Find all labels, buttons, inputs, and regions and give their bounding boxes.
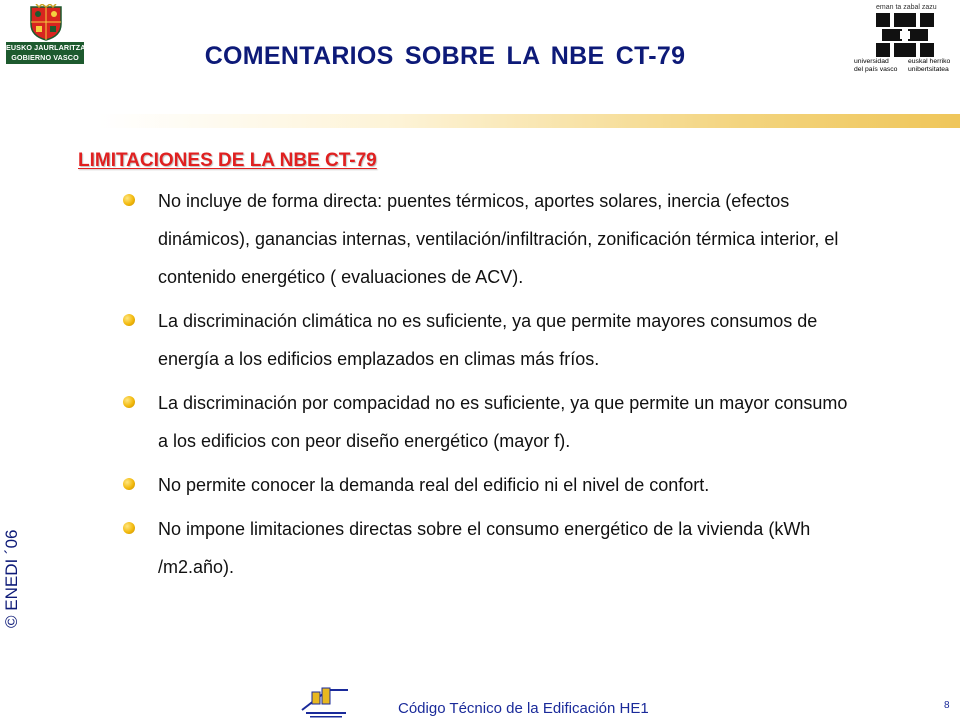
page-number: 8 [944, 700, 950, 711]
bullet-item [120, 182, 860, 296]
copyright-vertical: © ENEDI ´06 [2, 529, 21, 628]
bullet-item [120, 466, 860, 504]
page-title: COMENTARIOS SOBRE LA NBE CT-79 [204, 42, 686, 70]
bullet-item [120, 384, 860, 460]
bullet-dot-icon [123, 396, 135, 408]
upv-ehu-logo [850, 4, 958, 76]
bullet-list [120, 182, 860, 592]
logo-left-line-1: EUSKO JAURLARITZA [6, 43, 86, 52]
header-divider [98, 114, 960, 128]
bullet-item [120, 302, 860, 378]
bullet-text: La discriminación climática no es suficiente, ya que permite mayores consumos de energía a los edificios emplazados en climas más fríos. [158, 311, 818, 369]
names-es-line-1: universidad [854, 58, 889, 65]
names-eu-line-2: unibertsitatea [908, 66, 949, 73]
building-lab-logo-icon [298, 684, 352, 720]
names-es-line-2: del país vasco [854, 66, 898, 73]
bullet-text: No incluye de forma directa: puentes térmicos, aportes solares, inercia (efectos dinámicos), ganancias internas, ventilación/infiltración, zonificación térmica interior, el contenido energético ( evaluaciones de ACV). [158, 191, 839, 287]
bullet-text: No impone limitaciones directas sobre el consumo energético de la vivienda (kWh /m2.año). [158, 519, 811, 577]
logo-left-line-2: GOBIERNO VASCO [11, 53, 79, 62]
bullet-dot-icon [123, 478, 135, 490]
bullet-dot-icon [123, 314, 135, 326]
section-heading: LIMITACIONES DE LA NBE CT-79 [78, 150, 377, 171]
bullet-text: No permite conocer la demanda real del edificio ni el nivel de confort. [158, 475, 710, 495]
names-es [854, 58, 897, 74]
bullet-item [120, 510, 860, 586]
bullet-text: La discriminación por compacidad no es suficiente, ya que permite un mayor consumo a los edificios con peor diseño energético (mayor f). [158, 393, 848, 451]
footer-text: Código Técnico de la Edificación HE1 [398, 700, 649, 717]
names-eu [908, 58, 950, 74]
bullet-dot-icon [123, 522, 135, 534]
coat-of-arms-icon [28, 4, 64, 42]
logo-right-tagline: eman ta zabal zazu [876, 4, 937, 11]
bullet-dot-icon [123, 194, 135, 206]
names-eu-line-1: euskal herriko [908, 58, 951, 65]
university-mark-icon [876, 13, 934, 57]
